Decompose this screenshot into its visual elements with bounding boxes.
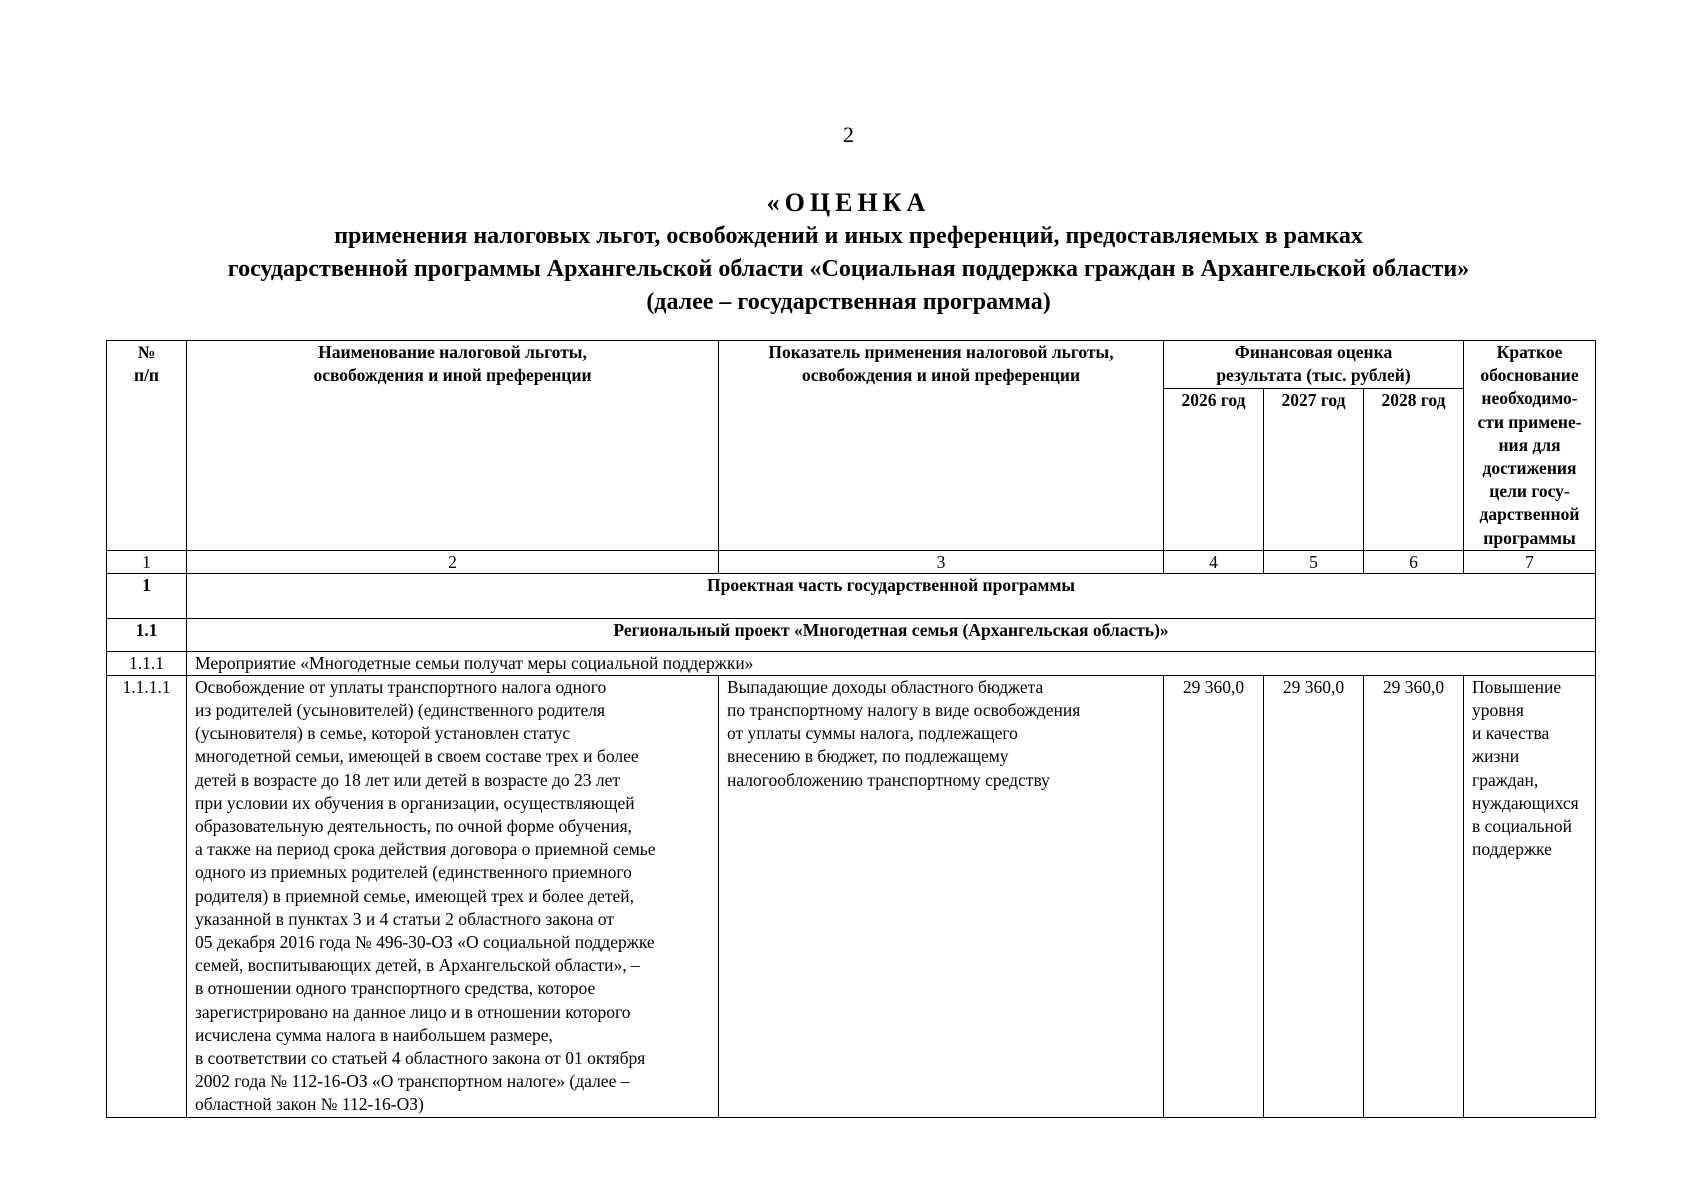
benefit-indicator-line: Выпадающие доходы областного бюджета — [727, 676, 1044, 697]
value-2027: 29 360,0 — [1264, 675, 1364, 1117]
header-name-line1: Наименование налоговой льготы, — [318, 342, 587, 362]
benefit-name-line: зарегистрировано на данное лицо и в отношении которого — [195, 1001, 631, 1022]
project-row — [107, 618, 1596, 651]
header-number — [107, 341, 187, 551]
assessment-table — [106, 340, 1596, 1118]
project-number: 1.1 — [107, 618, 187, 651]
header-justification-line: Краткое — [1496, 342, 1563, 362]
header-financial-line1: Финансовая оценка — [1234, 342, 1393, 362]
header-number-line2: п/п — [133, 365, 160, 386]
benefit-name-line: исчислена сумма налога в наибольшем размере, — [195, 1024, 553, 1045]
header-justification-line: обоснование — [1480, 365, 1579, 386]
header-justification-line: цели госу- — [1489, 481, 1570, 502]
benefit-name-line: а также на период срока действия договора о приемной семье — [195, 839, 656, 860]
benefit-name-line: 05 декабря 2016 года № 496-30-ОЗ «О социальной поддержке — [195, 932, 655, 953]
document-title — [0, 186, 1697, 319]
column-number: 3 — [719, 550, 1164, 573]
header-indicator — [719, 341, 1164, 551]
justification-line: граждан, — [1472, 769, 1539, 790]
header-name-line2: освобождения и иной преференции — [313, 365, 592, 386]
header-justification-line: дарственной — [1479, 504, 1580, 525]
header-justification — [1464, 341, 1596, 551]
benefit-name-line: образовательную деятельность, по очной форме обучения, — [195, 816, 633, 837]
benefit-name-line: при условии их обучения в организации, осуществляющей — [195, 792, 635, 813]
header-name — [187, 341, 719, 551]
title-line-2: государственной программы Архангельской области «Социальная поддержка граждан в Архангельской области» — [227, 256, 1470, 282]
benefit-name-line: родителя) в приемной семье, имеющей трех и более детей, — [195, 885, 634, 906]
benefit-justification — [1464, 675, 1596, 1117]
benefit-name-line: из родителей (усыновителей) (единственного родителя — [195, 700, 606, 721]
benefit-name-line: Освобождение от уплаты транспортного налога одного — [195, 676, 607, 697]
column-number: 4 — [1164, 550, 1264, 573]
benefit-indicator-line: по транспортному налогу в виде освобождения — [727, 700, 1081, 721]
justification-line: жизни — [1472, 746, 1520, 767]
header-year-2026: 2026 год — [1164, 389, 1264, 551]
header-justification-line: достижения — [1482, 458, 1577, 479]
benefit-name — [187, 675, 719, 1117]
benefit-indicator — [719, 675, 1164, 1117]
project-title: Региональный проект «Многодетная семья (Архангельская область)» — [187, 618, 1596, 651]
column-number: 1 — [107, 550, 187, 573]
value-2026: 29 360,0 — [1164, 675, 1264, 1117]
justification-line: в социальной — [1472, 816, 1573, 837]
benefit-name-line: в соответствии со статьей 4 областного закона от 01 октября — [195, 1048, 646, 1069]
benefit-indicator-line: внесению в бюджет, по подлежащему — [727, 746, 1009, 767]
column-number: 6 — [1364, 550, 1464, 573]
benefit-name-line: детей в возрасте до 18 лет или детей в возрасте до 23 лет — [195, 769, 621, 790]
title-line-3: (далее – государственная программа) — [646, 289, 1051, 315]
justification-line: уровня — [1472, 700, 1524, 721]
benefit-name-line: (усыновителя) в семье, которой установлен статус — [195, 723, 571, 744]
benefit-row — [107, 675, 1596, 1117]
justification-line: и качества — [1472, 723, 1550, 744]
section-number: 1 — [107, 573, 187, 618]
benefit-number: 1.1.1.1 — [107, 675, 187, 1117]
justification-line: поддержке — [1472, 839, 1552, 860]
benefit-name-line: указанной в пунктах 3 и 4 статьи 2 областного закона от — [195, 908, 615, 929]
header-indicator-line1: Показатель применения налоговой льготы, — [768, 342, 1114, 362]
column-number: 5 — [1264, 550, 1364, 573]
justification-line: Повышение — [1472, 676, 1562, 697]
header-number-line1: № — [137, 342, 156, 362]
title-line-1: применения налоговых льгот, освобождений и иных преференций, предоставляемых в рамках — [334, 223, 1363, 249]
section-row — [107, 573, 1596, 618]
benefit-name-line: многодетной семьи, имеющей в своем составе трех и более — [195, 746, 639, 767]
value-2028: 29 360,0 — [1364, 675, 1464, 1117]
header-indicator-line2: освобождения и иной преференции — [801, 365, 1081, 386]
header-year-2028: 2028 год — [1364, 389, 1464, 551]
header-justification-line: программы — [1483, 527, 1576, 548]
header-financial — [1164, 341, 1464, 389]
benefit-indicator-line: от уплаты суммы налога, подлежащего — [727, 723, 1018, 744]
benefit-name-line: одного из приемных родителей (единственного приемного — [195, 862, 632, 883]
column-numbers-row — [107, 550, 1596, 573]
measure-title: Мероприятие «Многодетные семьи получат меры социальной поддержки» — [187, 651, 1596, 675]
page-number: 2 — [843, 122, 854, 147]
benefit-name-line: областной закон № 112-16-ОЗ) — [195, 1094, 424, 1115]
measure-number: 1.1.1 — [107, 651, 187, 675]
header-financial-line2: результата (тыс. рублей) — [1216, 365, 1411, 386]
justification-line: нуждающихся — [1472, 792, 1579, 813]
column-number: 2 — [187, 550, 719, 573]
section-title: Проектная часть государственной программы — [187, 573, 1596, 618]
benefit-name-line: в отношении одного транспортного средства, которое — [195, 978, 596, 999]
header-row — [107, 341, 1596, 389]
header-justification-line: необходимо- — [1481, 388, 1578, 409]
benefit-name-line: 2002 года № 112-16-ОЗ «О транспортном налоге» (далее – — [195, 1071, 630, 1092]
column-number: 7 — [1464, 550, 1596, 573]
benefit-indicator-line: налогообложению транспортному средству — [727, 769, 1050, 790]
header-justification-line: ния для — [1498, 434, 1561, 455]
header-year-2027: 2027 год — [1264, 389, 1364, 551]
title-main: «ОЦЕНКА — [766, 188, 931, 217]
benefit-name-line: семей, воспитывающих детей, в Архангельской области», – — [195, 955, 640, 976]
measure-row — [107, 651, 1596, 675]
header-justification-line: сти примене- — [1477, 411, 1582, 432]
